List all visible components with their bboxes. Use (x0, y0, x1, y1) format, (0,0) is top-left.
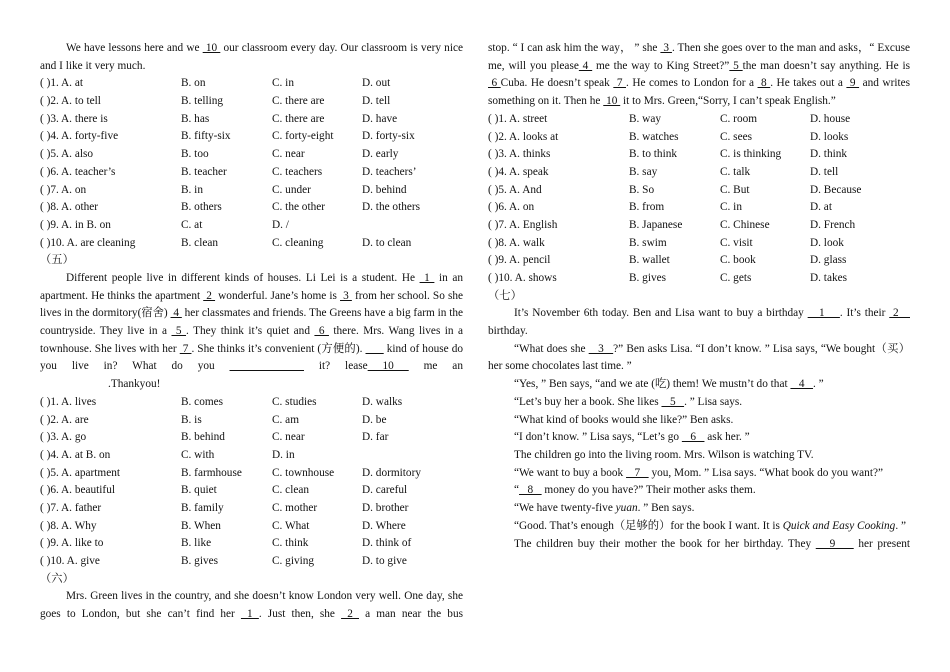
passage-7-line-7: The children go into the living room. Mrs. Wilson is watching TV. (514, 449, 814, 461)
section-5-options (40, 394, 463, 571)
passage-7-line-1b: birthday. (488, 325, 528, 338)
question-option-c: C. sees (720, 130, 753, 143)
question-option-d: D. takes (810, 272, 848, 284)
question-option-d: D. house (810, 112, 851, 125)
question-option-b: B. So (629, 183, 655, 196)
answer-blank[interactable]: 1 (419, 271, 435, 284)
question-option-a: ( )5. A. apartment (40, 466, 120, 479)
section-7-heading: （七） (488, 289, 522, 302)
question-option-d: D. dormitory (362, 466, 421, 479)
question-option-d: D. careful (362, 484, 408, 497)
passage-text: “I don’t know. ” Lisa says, “Let’s go (514, 431, 682, 444)
option-row (40, 164, 463, 182)
question-option-b: B. fifty-six (181, 130, 231, 143)
question-option-a: ( )8. A. Why (40, 519, 97, 532)
question-option-d: D. think of (362, 537, 412, 550)
question-option-c: C. am (272, 413, 299, 426)
section-6-options (488, 111, 910, 288)
passage-text: kind of house do you live in? What do you (40, 342, 463, 373)
answer-blank[interactable]: 3 (588, 342, 614, 355)
answer-blank[interactable]: 10 (367, 360, 409, 373)
passage-text: It’s November 6th today. Ben and Lisa want to buy a birthday (514, 307, 808, 320)
question-option-a: ( )4. A. at B. on (40, 448, 111, 461)
italic-text: Quick and Easy Cooking (782, 519, 896, 532)
question-option-b: C. at (181, 218, 203, 231)
question-option-a: ( )9. A. in B. on (40, 218, 111, 231)
question-option-a: ( )3. A. there is (40, 112, 108, 125)
question-option-a: ( )6. A. teacher’s (40, 165, 116, 178)
right-column (488, 40, 910, 553)
answer-blank[interactable]: 9 (846, 77, 860, 90)
question-option-b: B. behind (181, 431, 225, 444)
passage-5 (40, 270, 463, 376)
question-option-a: ( )5. A. And (488, 183, 542, 196)
question-option-c: C. talk (720, 165, 751, 178)
option-row (40, 518, 463, 536)
question-option-a: ( )2. A. are (40, 413, 89, 426)
question-option-c: D. / (272, 218, 289, 231)
question-option-a: ( )10. A. are cleaning (40, 236, 136, 249)
italic-text: yuan (615, 502, 638, 515)
answer-blank[interactable]: 4 (790, 378, 814, 391)
question-option-b: B. in (181, 183, 203, 196)
question-option-d (362, 217, 463, 235)
question-option-d: D. behind (362, 183, 407, 196)
question-option-b: B. is (181, 413, 202, 426)
answer-blank[interactable]: 7 (179, 342, 192, 355)
answer-blank[interactable]: 9 (815, 537, 854, 550)
question-option-d: D. have (362, 112, 398, 125)
question-option-b: B. quiet (181, 484, 217, 497)
question-option-d: D. early (362, 148, 399, 161)
question-option-b: B. farmhouse (181, 466, 242, 479)
answer-blank[interactable]: 4 (170, 307, 182, 320)
option-row (40, 447, 463, 465)
question-option-b: B. swim (629, 236, 667, 249)
question-option-a: ( )9. A. pencil (488, 254, 551, 267)
question-option-c: C. there are (272, 112, 325, 125)
question-option-d: D. look (810, 236, 844, 249)
question-option-a: ( )1. A. street (488, 112, 548, 125)
question-option-c: C. book (720, 254, 756, 267)
passage-text: her present (853, 537, 910, 550)
option-row (40, 235, 463, 253)
question-option-b: B. from (629, 201, 665, 214)
passage-7-line-8 (488, 465, 910, 483)
question-option-a: ( )8. A. walk (488, 236, 545, 249)
section-4-options (40, 75, 463, 252)
question-option-c: C. What (272, 519, 310, 532)
option-row (40, 394, 463, 412)
question-option-d: D. think (810, 148, 848, 161)
section-6-heading: （六） (40, 572, 74, 585)
option-row (40, 465, 463, 483)
option-row (488, 129, 910, 147)
option-row (40, 482, 463, 500)
question-option-d: D. to give (362, 555, 407, 568)
passage-7-line-2 (488, 341, 910, 376)
answer-blank[interactable]: 5 (661, 395, 685, 408)
passage-text: The children buy their mother the book for her birthday. They (514, 537, 816, 550)
option-row (40, 217, 463, 235)
option-row (40, 182, 463, 200)
question-option-a: ( )6. A. on (488, 201, 535, 214)
option-row (40, 429, 463, 447)
passage-text: wonderful. Jane’s home is (215, 289, 341, 302)
answer-blank[interactable]: 1 (807, 307, 840, 320)
option-row (40, 128, 463, 146)
question-option-a: ( )4. A. forty-five (40, 130, 119, 143)
option-row (40, 553, 463, 571)
passage-text: ask her. ” (704, 431, 750, 444)
option-row (40, 93, 463, 111)
question-option-a: ( )2. A. looks at (488, 130, 559, 143)
option-row (488, 146, 910, 164)
option-row (40, 111, 463, 129)
answer-blank[interactable]: 3 (660, 42, 672, 54)
question-option-a: ( )8. A. other (40, 201, 99, 214)
question-option-c: C. visit (720, 236, 753, 249)
answer-blank[interactable]: 10 (603, 95, 621, 108)
question-option-c: C. room (720, 112, 758, 125)
passage-text: . ” Ben says. (637, 502, 695, 515)
question-option-b: B. Japanese (629, 218, 683, 231)
question-option-a: ( )3. A. go (40, 431, 87, 444)
passage-text: . He comes to London for a (626, 77, 758, 90)
section-5-heading: （五） (40, 254, 74, 267)
question-option-b: B. comes (181, 395, 224, 408)
question-option-b: B. like (181, 537, 212, 550)
passage-text: . Then she goes over to the man and asks，“ Excuse me, will you please (488, 42, 911, 72)
passage-text: Different people live in different kinds of houses. Li Lei is a student. He (66, 271, 420, 284)
question-option-c: C. giving (272, 555, 315, 568)
question-option-c: C. teachers (272, 165, 323, 178)
passage-text: . They think it’s quiet and (186, 325, 315, 338)
answer-blank[interactable]: 8 (519, 484, 542, 497)
question-option-c: D. in (272, 448, 295, 461)
passage-text: Cuba. He doesn’t speak (500, 77, 614, 90)
passage-text: “Good. That’s enough（足够的）for the book I want. It is (514, 519, 783, 532)
passage-text: her classmates and friends. The Greens have a big farm in the countryside. They live in a (40, 307, 463, 338)
question-option-d: D. tell (362, 95, 391, 108)
question-option-c: C. mother (272, 502, 318, 515)
question-option-c: C. in (720, 201, 742, 214)
passage-7-line-9 (488, 482, 910, 500)
passage-text: ?” Ben asks Lisa. “I don’t know. ” Lisa says, “We bought（买）her some chocolates last time. ” (488, 342, 911, 373)
question-option-c: C. But (720, 183, 750, 196)
question-option-b: B. way (629, 112, 662, 125)
question-option-c: C. think (272, 537, 309, 550)
passage-text: me the way to King Street?” (592, 59, 730, 72)
passage-text: . It’s their (839, 307, 890, 320)
question-option-a: ( )7. A. English (488, 218, 558, 231)
option-row (488, 217, 910, 235)
option-row (40, 412, 463, 430)
passage-text: me an (408, 360, 463, 373)
question-option-c: C. forty-eight (272, 130, 334, 143)
option-row (40, 199, 463, 217)
question-option-b: B. watches (629, 130, 679, 143)
passage-7-line-10 (488, 500, 910, 518)
passage-text: “ (514, 484, 520, 497)
question-option-d: D. at (810, 201, 832, 214)
question-option-d: D. teachers’ (362, 165, 417, 178)
question-option-a: ( )6. A. beautiful (40, 484, 115, 497)
left-column (40, 40, 463, 624)
question-option-c: C. townhouse (272, 466, 335, 479)
question-option-c: C. clean (272, 484, 310, 497)
option-row (488, 270, 910, 288)
question-option-b: B. too (181, 148, 209, 161)
passage-text: a man near the bus (358, 608, 463, 621)
question-option-d: D. glass (810, 254, 847, 267)
passage-text: . Just then, she (258, 608, 342, 621)
question-option-c: C. there are (272, 95, 325, 108)
question-option-d: D. Where (362, 519, 406, 532)
question-option-c: C. is thinking (720, 148, 782, 161)
passage-text: . He takes out a (770, 77, 847, 90)
passage-text: . ” Lisa says. (684, 395, 743, 408)
passage-text: there. Mrs. Wang lives in a townhouse. She lives with her (40, 325, 464, 355)
answer-blank[interactable]: 6 (488, 77, 501, 90)
question-option-a: ( )7. A. father (40, 502, 102, 515)
question-option-a: ( )4. A. speak (488, 165, 549, 178)
question-option-b: B. gives (629, 272, 667, 284)
question-option-a: ( )7. A. on (40, 183, 87, 196)
answer-blank[interactable]: 5 (729, 59, 743, 72)
option-row (488, 199, 910, 217)
passage-7-line-4 (488, 394, 910, 412)
answer-blank[interactable] (366, 343, 384, 355)
passage-text: it to Mrs. Green,“Sorry, I can’t speak English.” (620, 95, 836, 108)
question-option-b: C. with (181, 448, 215, 461)
question-option-d: D. to clean (362, 236, 412, 249)
answer-blank[interactable]: 3 (340, 289, 352, 302)
passage-text: “Yes, ” Ben says, “and we ate (吃) them! We mustn’t do that (514, 378, 791, 391)
question-option-d: D. brother (362, 502, 409, 515)
passage-5-ending: .Thankyou! (108, 378, 161, 391)
option-row (488, 111, 910, 129)
question-option-b: B. others (181, 201, 222, 214)
question-option-b: B. wallet (629, 254, 670, 267)
passage-text: “Let’s buy her a book. She likes (514, 395, 662, 408)
option-row (488, 182, 910, 200)
option-row (488, 235, 910, 253)
answer-blank[interactable]: 1 (240, 608, 259, 621)
question-option-d: D. far (362, 431, 389, 444)
passage-text: . ” (895, 519, 906, 532)
answer-blank[interactable]: 2 (889, 307, 910, 320)
question-option-d: D. French (810, 218, 856, 231)
question-option-a: ( )2. A. to tell (40, 95, 101, 108)
question-option-b: B. say (629, 165, 658, 178)
passage-6 (40, 588, 463, 623)
passage-text: it? lease (303, 360, 368, 373)
passage-7-line-6 (488, 429, 910, 447)
question-option-b: B. family (181, 502, 224, 515)
passage-text: money do you have?” Their mother asks them. (541, 484, 756, 497)
question-option-c: C. in (272, 77, 294, 90)
answer-blank[interactable]: 6 (681, 431, 705, 444)
option-row (40, 535, 463, 553)
answer-blank[interactable]: 7 (626, 466, 649, 479)
question-option-b: B. clean (181, 236, 219, 249)
option-row (488, 252, 910, 270)
answer-blank[interactable]: 5 (171, 325, 187, 338)
answer-blank[interactable]: 6 (314, 325, 329, 338)
question-option-c: C. gets (720, 272, 752, 284)
question-option-d: D. tell (810, 165, 839, 178)
passage-text: you, Mom. ” Lisa says. “What book do you want?” (648, 466, 883, 479)
passage-text: “What does she (514, 342, 589, 355)
question-option-a: ( )1. A. at (40, 77, 83, 90)
passage-6-continued (488, 40, 910, 111)
passage-text: “We want to buy a book (514, 466, 627, 479)
passage-text: the man doesn’t say anything. He is (742, 59, 911, 72)
answer-blank[interactable]: 7 (613, 77, 626, 90)
passage-text: “We have twenty-five (514, 502, 616, 515)
question-option-c: C. the other (272, 201, 326, 214)
passage-text: in an apartment. He thinks the apartment (40, 271, 463, 302)
question-option-b: B. on (181, 77, 206, 90)
question-option-d: D. out (362, 77, 391, 90)
question-option-a: ( )5. A. also (40, 148, 94, 161)
question-option-d: D. forty-six (362, 130, 415, 143)
question-option-d: D. be (362, 413, 387, 426)
question-option-a: ( )9. A. like to (40, 537, 104, 550)
question-option-c: C. Chinese (720, 218, 770, 231)
question-option-c: C. under (272, 183, 311, 196)
passage-text: stop. “ I can ask him the way， ” she (488, 42, 661, 54)
passage-7-line-11 (488, 518, 910, 536)
answer-blank[interactable]: 4 (578, 59, 593, 72)
question-option-b: B. has (181, 112, 210, 125)
question-option-d: D. the others (362, 201, 421, 214)
question-option-d: D. walks (362, 395, 403, 408)
question-option-a: ( )3. A. thinks (488, 148, 551, 161)
question-option-a: ( )10. A. give (40, 555, 100, 568)
question-option-d (362, 447, 463, 465)
question-option-a: ( )10. A. shows (488, 272, 557, 284)
question-option-b: B. When (181, 519, 221, 532)
answer-blank[interactable]: 2 (341, 608, 359, 621)
option-row (40, 146, 463, 164)
question-option-c: C. cleaning (272, 236, 324, 249)
question-option-b: B. gives (181, 555, 219, 568)
passage-text: . ” (813, 378, 824, 391)
question-option-b: B. teacher (181, 165, 227, 178)
question-option-b: B. telling (181, 95, 224, 108)
passage-7-line-3 (488, 376, 910, 394)
blank-10[interactable]: 10 (202, 42, 221, 54)
option-row (488, 164, 910, 182)
option-row (40, 75, 463, 93)
answer-blank[interactable]: 2 (203, 289, 216, 302)
passage-7-line-1 (488, 305, 910, 323)
answer-blank[interactable]: 8 (757, 77, 771, 90)
passage-text: and writes something on it. Then he (488, 77, 911, 108)
question-option-a: ( )1. A. lives (40, 395, 97, 408)
passage-4-ending: We have lessons here and we 10 our classroom every day. Our classroom is very nice and I like it very much. (40, 42, 463, 72)
question-option-d: D. looks (810, 130, 849, 143)
passage-text: Mrs. Green lives in the country, and she doesn’t know London very well. One day, she goes to London, but she can’t find her (40, 590, 463, 621)
question-option-d: D. Because (810, 183, 862, 196)
passage-text: from her school. So she lives in the dormitory(宿舍) (40, 289, 464, 320)
question-option-c: C. studies (272, 395, 317, 408)
passage-text: . She thinks it’s convenient (方便的). (191, 342, 366, 355)
question-option-c: C. near (272, 148, 305, 161)
passage-7-line-5: “What kind of books would she like?” Ben asks. (514, 413, 734, 426)
passage-7-line-12 (488, 536, 910, 554)
question-option-b: B. to think (629, 148, 678, 161)
option-row (40, 500, 463, 518)
question-option-c: C. near (272, 431, 305, 444)
answer-blank[interactable] (230, 360, 304, 372)
